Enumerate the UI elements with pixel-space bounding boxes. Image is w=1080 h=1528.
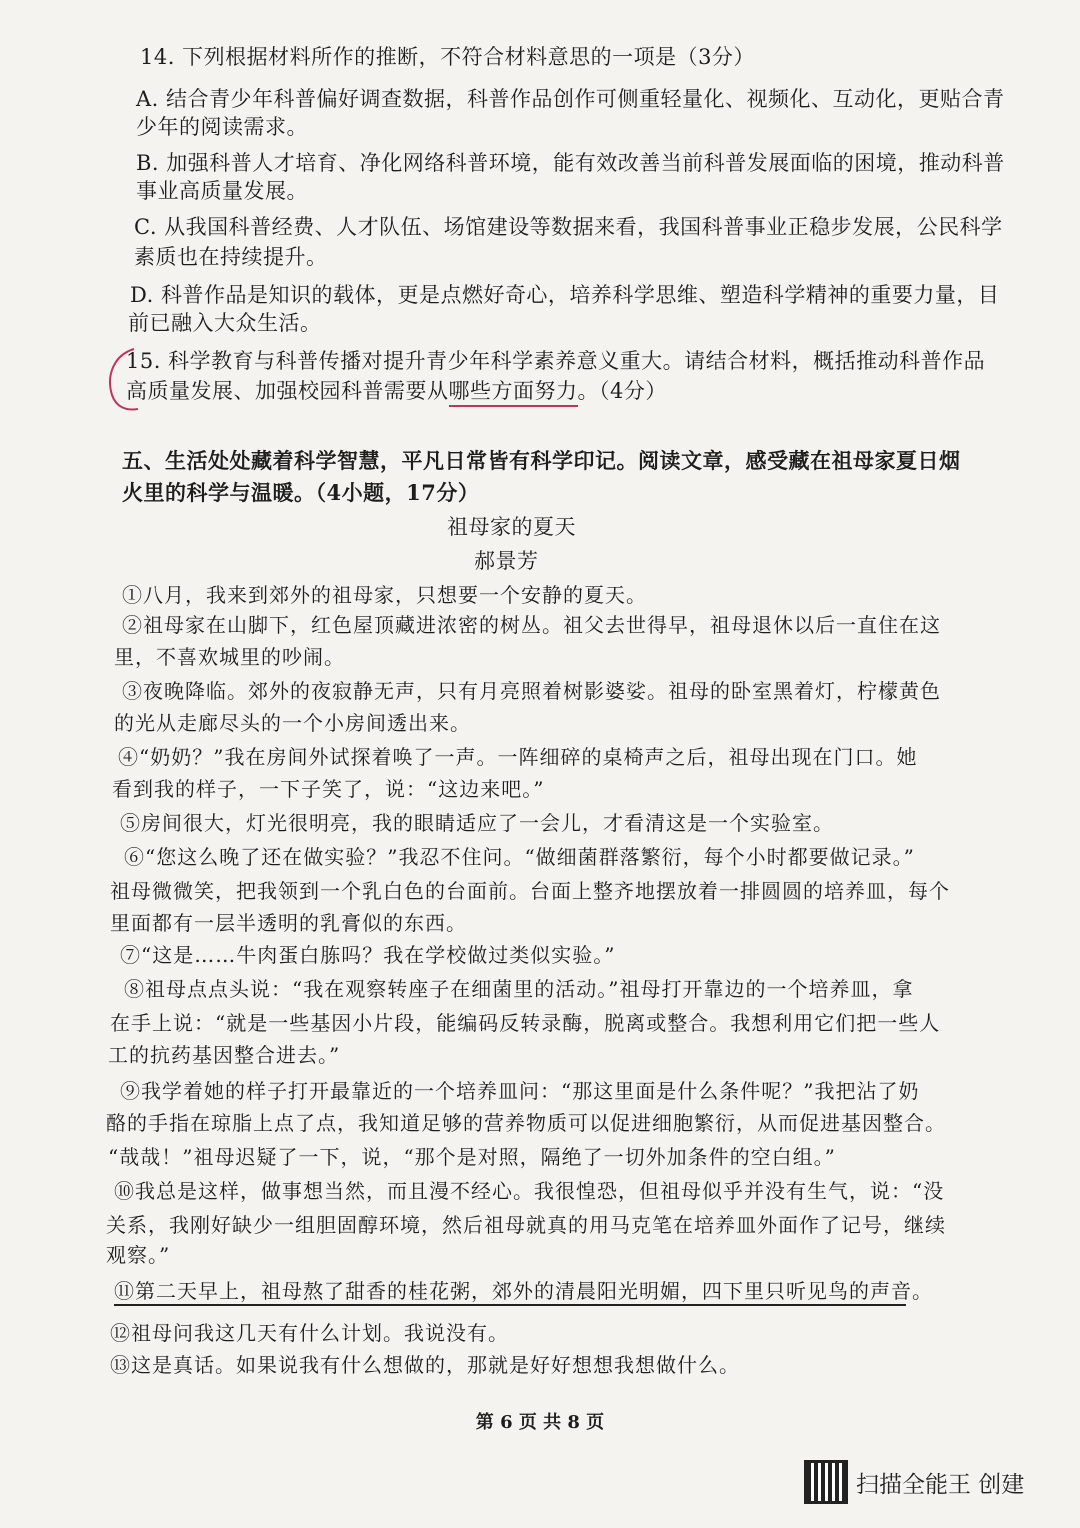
section5-intro-line1: 五、生活处处藏着科学智慧，平凡日常皆有科学印记。阅读文章，感受藏在祖母家夏日烟 xyxy=(122,448,961,473)
paragraph-9-cont2: “哉哉！”祖母迟疑了一下，说，“那个是对照，隔绝了一切外加条件的空白组。” xyxy=(108,1145,836,1169)
paragraph-4: ④“奶奶？”我在房间外试探着唤了一声。一阵细碎的桌椅声之后，祖母出现在门口。她 xyxy=(118,745,918,769)
paragraph-2: ②祖母家在山脚下，红色屋顶藏进浓密的树丛。祖父去世得早，祖母退休以后一直住在这 xyxy=(122,613,941,637)
qr-code-icon xyxy=(804,1460,848,1504)
q14-option-d-cont: 前已融入大众生活。 xyxy=(128,311,322,335)
paragraph-2-cont: 里，不喜欢城里的吵闹。 xyxy=(114,645,345,669)
paragraph-5: ⑤房间很大，灯光很明亮，我的眼睛适应了一会儿，才看清这是一个实验室。 xyxy=(120,811,834,835)
paragraph-11: ⑪第二天早上，祖母熬了甜香的桂花粥，郊外的清晨阳光明媚，四下里只听见鸟的声音。 xyxy=(114,1279,933,1303)
q15-line2 xyxy=(126,376,667,406)
paragraph-12: ⑫祖母问我这几天有什么计划。我说没有。 xyxy=(110,1321,509,1345)
q15-line2a: 高质量发展、加强校园科普需要从 xyxy=(126,379,449,403)
paragraph-8-cont1: 在手上说：“就是一些基因小片段，能编码反转录酶，脱离或整合。我想利用它们把一些人 xyxy=(110,1011,941,1035)
q14-option-b: B. 加强科普人才培育、净化网络科普环境，能有效改善当前科普发展面临的困境，推动科普 xyxy=(136,151,1005,175)
q14-option-d: D. 科普作品是知识的载体，更是点燃好奇心，培养科学思维、塑造科学精神的重要力量，目 xyxy=(130,283,1000,307)
paragraph-8: ⑧祖母点点头说：“我在观察转座子在细菌里的活动。”祖母打开靠边的一个培养皿，拿 xyxy=(124,977,914,1001)
q15-line2c: 。（4分） xyxy=(577,379,667,403)
paragraph-3-cont: 的光从走廊尽头的一个小房间透出来。 xyxy=(114,711,471,735)
paragraph-6: ⑥“您这么晚了还在做实验？”我忍不住问。“做细菌群落繁衍，每个小时都要做记录。” xyxy=(124,845,915,869)
scanner-watermark xyxy=(804,1460,1024,1504)
q14-option-a: A. 结合青少年科普偏好调查数据，科普作品创作可侧重轻量化、视频化、互动化，更贴合青 xyxy=(136,87,1005,111)
paragraph-1: ①八月，我来到郊外的祖母家，只想要一个安静的夏天。 xyxy=(122,583,647,607)
q14-option-c-cont: 素质也在持续提升。 xyxy=(134,245,328,269)
q14-stem: 14. 下列根据材料所作的推断，不符合材料意思的一项是（3分） xyxy=(140,45,755,69)
page-number: 第 6 页 共 8 页 xyxy=(475,1412,605,1433)
q14-option-b-cont: 事业高质量发展。 xyxy=(136,179,308,203)
story-title: 祖母家的夏天 xyxy=(447,515,576,539)
q15-underlined-phrase: 哪些方面努力 xyxy=(449,379,578,407)
paragraph-8-cont2: 工的抗药基因整合进去。” xyxy=(108,1043,341,1067)
paragraph-10: ⑩我总是这样，做事想当然，而且漫不经心。我很惶恐，但祖母似乎并没有生气，说：“没 xyxy=(114,1179,945,1203)
paragraph-11-underline xyxy=(114,1304,906,1306)
q14-option-a-cont: 少年的阅读需求。 xyxy=(136,115,308,139)
paragraph-9-cont1: 酪的手指在琼脂上点了点，我知道足够的营养物质可以促进细胞繁衍，从而促进基因整合。 xyxy=(106,1111,946,1135)
paragraph-3: ③夜晚降临。郊外的夜寂静无声，只有月亮照着树影婆娑。祖母的卧室黑着灯，柠檬黄色 xyxy=(122,679,941,703)
paragraph-6-cont1: 祖母微微笑，把我领到一个乳白色的台面前。台面上整齐地摆放着一排圆圆的培养皿，每个 xyxy=(110,879,950,903)
paragraph-10-cont2: 观察。” xyxy=(106,1243,171,1267)
paragraph-9: ⑨我学着她的样子打开最靠近的一个培养皿问：“那这里面是什么条件呢？”我把沾了奶 xyxy=(120,1079,920,1103)
paragraph-7: ⑦“这是……牛肉蛋白胨吗？我在学校做过类似实验。” xyxy=(120,943,616,967)
paragraph-4-cont: 看到我的样子，一下子笑了，说：“这边来吧。” xyxy=(112,777,545,801)
scanner-watermark-text: 扫描全能王 创建 xyxy=(856,1471,1025,1498)
q15-line1: 15. 科学教育与科普传播对提升青少年科学素养意义重大。请结合材料，概括推动科普作品 xyxy=(126,349,986,373)
story-author: 郝景芳 xyxy=(474,549,539,573)
section5-intro-line2: 火里的科学与温暖。（4小题，17分） xyxy=(122,480,480,505)
q14-option-c: C. 从我国科普经费、人才队伍、场馆建设等数据来看，我国科普事业正稳步发展，公民科学 xyxy=(134,215,1003,239)
paragraph-10-cont1: 关系，我刚好缺少一组胆固醇环境，然后祖母就真的用马克笔在培养皿外面作了记号，继续 xyxy=(106,1213,946,1237)
paragraph-6-cont2: 里面都有一层半透明的乳膏似的东西。 xyxy=(110,911,467,935)
paragraph-13: ⑬这是真话。如果说我有什么想做的，那就是好好想想我想做什么。 xyxy=(110,1353,740,1377)
